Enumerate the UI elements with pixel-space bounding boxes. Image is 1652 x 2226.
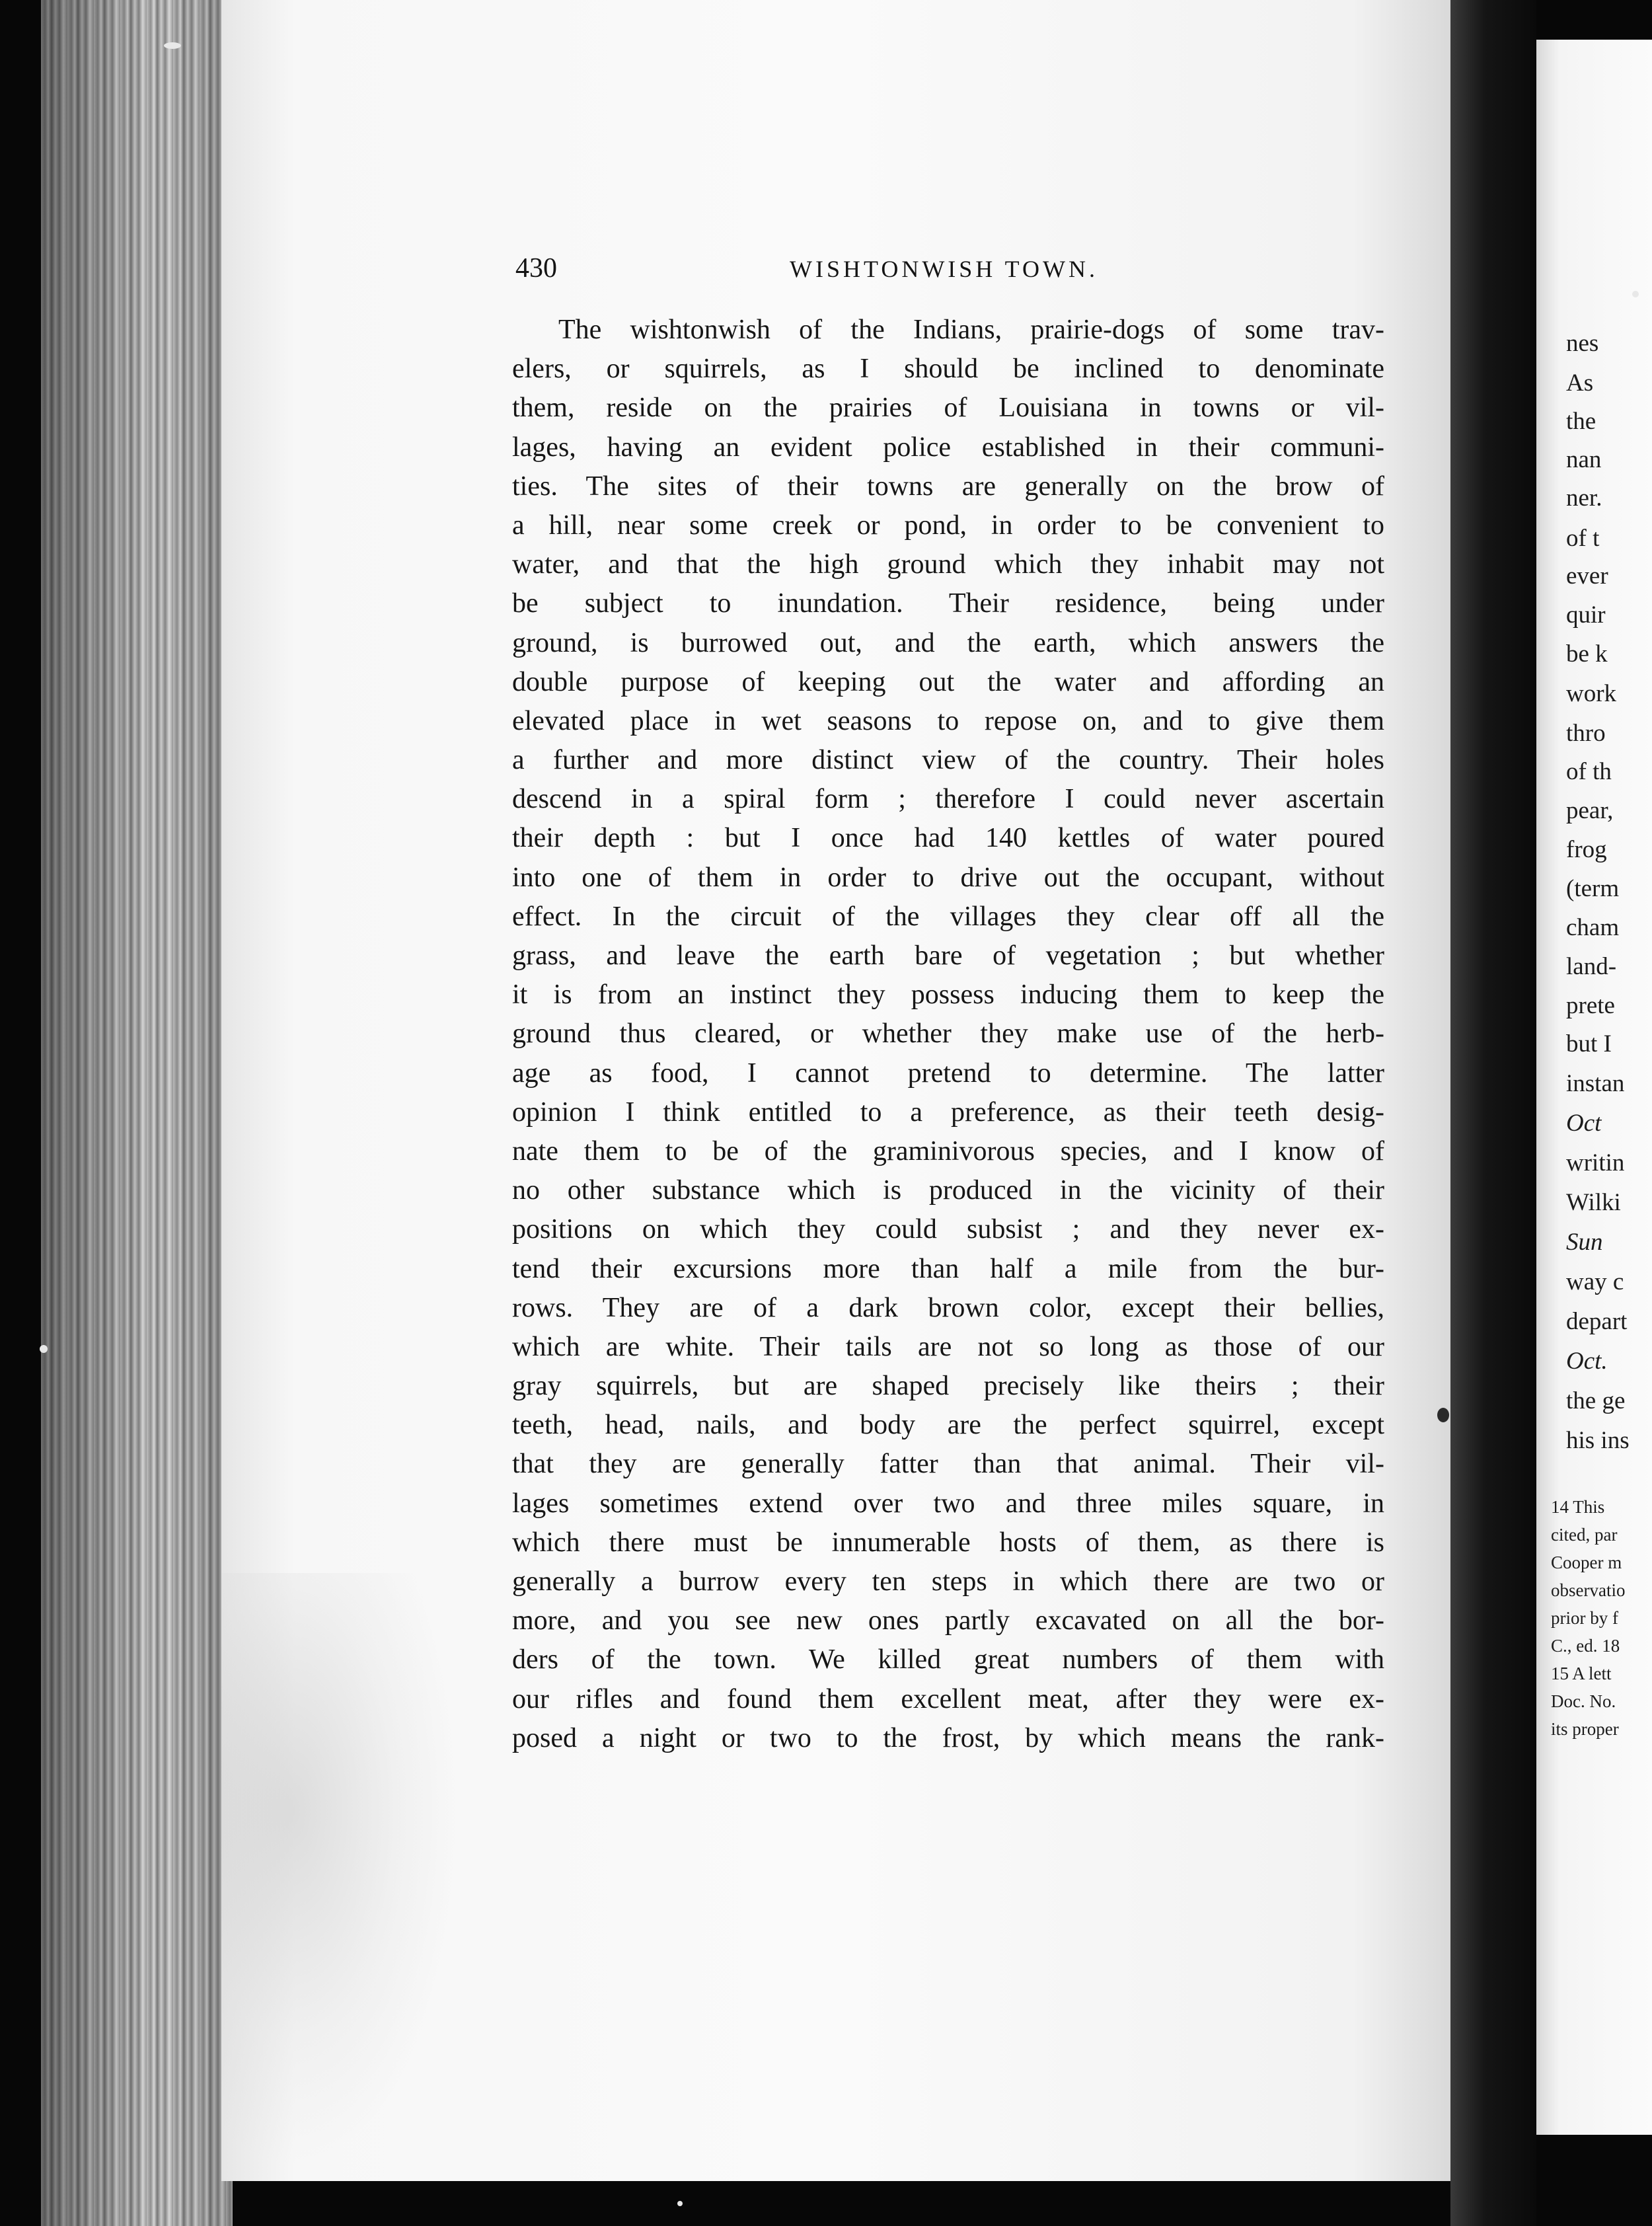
- text-line: into one of them in order to drive out the occupant, without: [512, 862, 1384, 893]
- facing-page-footnote: Cooper m: [1551, 1553, 1622, 1572]
- text-line: which there must be innumerable hosts of them, as there is: [512, 1527, 1384, 1558]
- facing-page-footnote: cited, par: [1551, 1525, 1618, 1545]
- facing-page-line: land-: [1566, 953, 1617, 980]
- text-line: no other substance which is produced in the vicinity of their: [512, 1175, 1384, 1206]
- facing-page-line: prete: [1566, 992, 1615, 1019]
- facing-page-footnote: 15 A lett: [1551, 1664, 1612, 1683]
- facing-page-line: the ge: [1566, 1387, 1626, 1414]
- facing-page-line: pear,: [1566, 797, 1614, 824]
- text-line: ground thus cleared, or whether they make use of the herb-: [512, 1018, 1384, 1050]
- facing-page-line: Sun: [1566, 1229, 1603, 1256]
- text-line: be subject to inundation. Their residence, being under: [512, 588, 1384, 619]
- water-stain: [221, 1573, 459, 2168]
- text-line: their depth : but I once had 140 kettles of water poured: [512, 823, 1384, 854]
- dust-speck: [164, 42, 181, 49]
- text-line: lages, having an evident police established in their communi-: [512, 432, 1384, 463]
- text-line: them, reside on the prairies of Louisiana in towns or vil-: [512, 393, 1384, 424]
- facing-page-line: be k: [1566, 640, 1608, 668]
- text-line: elers, or squirrels, as I should be inclined to denominate: [512, 354, 1384, 385]
- text-line: which are white. Their tails are not so long as those of our: [512, 1331, 1384, 1362]
- text-line: a further and more distinct view of the country. Their holes: [512, 745, 1384, 776]
- dust-speck: [40, 1345, 48, 1353]
- facing-page-line: nes: [1566, 330, 1599, 357]
- running-head: [515, 252, 1388, 292]
- text-line: teeth, head, nails, and body are the perfect squirrel, except: [512, 1410, 1384, 1441]
- facing-page-footnote: observatio: [1551, 1580, 1626, 1600]
- dust-speck: [1632, 291, 1639, 297]
- facing-page-footnote: prior by f: [1551, 1608, 1618, 1628]
- text-line: opinion I think entitled to a preference, as their teeth desig-: [512, 1096, 1384, 1128]
- text-line: ders of the town. We killed great numbers of them with: [512, 1644, 1384, 1675]
- body-text: [512, 311, 1384, 1758]
- facing-page-line: his ins: [1566, 1427, 1630, 1454]
- facing-page-line: of t: [1566, 525, 1600, 552]
- text-line: it is from an instinct they possess inducing them to keep the: [512, 979, 1384, 1011]
- facing-page-line: quir: [1566, 601, 1606, 629]
- facing-page-line: work: [1566, 680, 1617, 707]
- text-line: rows. They are of a dark brown color, except their bellies,: [512, 1292, 1384, 1323]
- text-line: lages sometimes extend over two and three miles square, in: [512, 1488, 1384, 1519]
- facing-page-line: the: [1566, 408, 1596, 435]
- facing-page-line: depart: [1566, 1308, 1628, 1335]
- facing-page-footnote: its proper: [1551, 1719, 1619, 1739]
- facing-page-footnote: Doc. No.: [1551, 1691, 1616, 1711]
- text-line: that they are generally fatter than that animal. Their vil-: [512, 1449, 1384, 1480]
- text-line: ties. The sites of their towns are generally on the brow of: [512, 471, 1384, 502]
- text-line: gray squirrels, but are shaped precisely like theirs ; their: [512, 1371, 1384, 1402]
- facing-page-line: cham: [1566, 914, 1620, 941]
- text-line: descend in a spiral form ; therefore I could never ascertain: [512, 784, 1384, 815]
- page-number: 430: [515, 253, 557, 284]
- facing-page-line: instan: [1566, 1070, 1625, 1097]
- text-line: positions on which they could subsist ; and they never ex-: [512, 1214, 1384, 1245]
- text-line: grass, and leave the earth bare of vegetation ; but whether: [512, 940, 1384, 971]
- text-line: our rifles and found them excellent meat, after they were ex-: [512, 1683, 1384, 1714]
- facing-page-line: frog: [1566, 836, 1607, 863]
- facing-page-line: Wilki: [1566, 1189, 1621, 1216]
- facing-page-line: Oct: [1566, 1110, 1602, 1137]
- text-line: more, and you see new ones partly excavated on all the bor-: [512, 1605, 1384, 1636]
- dust-speck: [677, 2201, 683, 2206]
- text-line: tend their excursions more than half a mile from the bur-: [512, 1253, 1384, 1284]
- text-line: effect. In the circuit of the villages they clear off all the: [512, 901, 1384, 932]
- facing-page: [1536, 40, 1652, 2135]
- book-gutter: [1450, 0, 1536, 2226]
- facing-page-line: nan: [1566, 446, 1602, 473]
- text-line: a hill, near some creek or pond, in order to be convenient to: [512, 510, 1384, 541]
- text-line: water, and that the high ground which they inhabit may not: [512, 549, 1384, 580]
- facing-page-line: thro: [1566, 720, 1606, 747]
- facing-page-line: ner.: [1566, 484, 1602, 512]
- facing-page-line: As: [1566, 369, 1594, 397]
- dust-speck: [1437, 1408, 1449, 1422]
- text-line: The wishtonwish of the Indians, prairie-dogs of some trav-: [558, 315, 1384, 345]
- text-line: age as food, I cannot pretend to determine. The latter: [512, 1057, 1384, 1089]
- facing-page-line: Oct.: [1566, 1348, 1608, 1375]
- facing-page-line: ever: [1566, 562, 1608, 590]
- text-line: double purpose of keeping out the water and affording an: [512, 666, 1384, 697]
- page-edges-shadow: [41, 0, 233, 2226]
- facing-page-line: way c: [1566, 1268, 1624, 1295]
- facing-page-footnote: C., ed. 18: [1551, 1636, 1620, 1656]
- facing-page-footnote: 14 This: [1551, 1497, 1605, 1517]
- text-line: ground, is burrowed out, and the earth, which answers the: [512, 627, 1384, 658]
- text-line: posed a night or two to the frost, by which means the rank-: [512, 1722, 1384, 1753]
- facing-page-line: (term: [1566, 875, 1620, 902]
- text-line: elevated place in wet seasons to repose on, and to give them: [512, 705, 1384, 736]
- facing-page-line: of th: [1566, 758, 1612, 785]
- facing-page-line: but I: [1566, 1030, 1612, 1057]
- text-line: generally a burrow every ten steps in which there are two or: [512, 1566, 1384, 1597]
- running-head-title: WISHTONWISH TOWN.: [790, 256, 1098, 282]
- facing-page-line: writin: [1566, 1149, 1625, 1176]
- text-line: nate them to be of the graminivorous species, and I know of: [512, 1135, 1384, 1167]
